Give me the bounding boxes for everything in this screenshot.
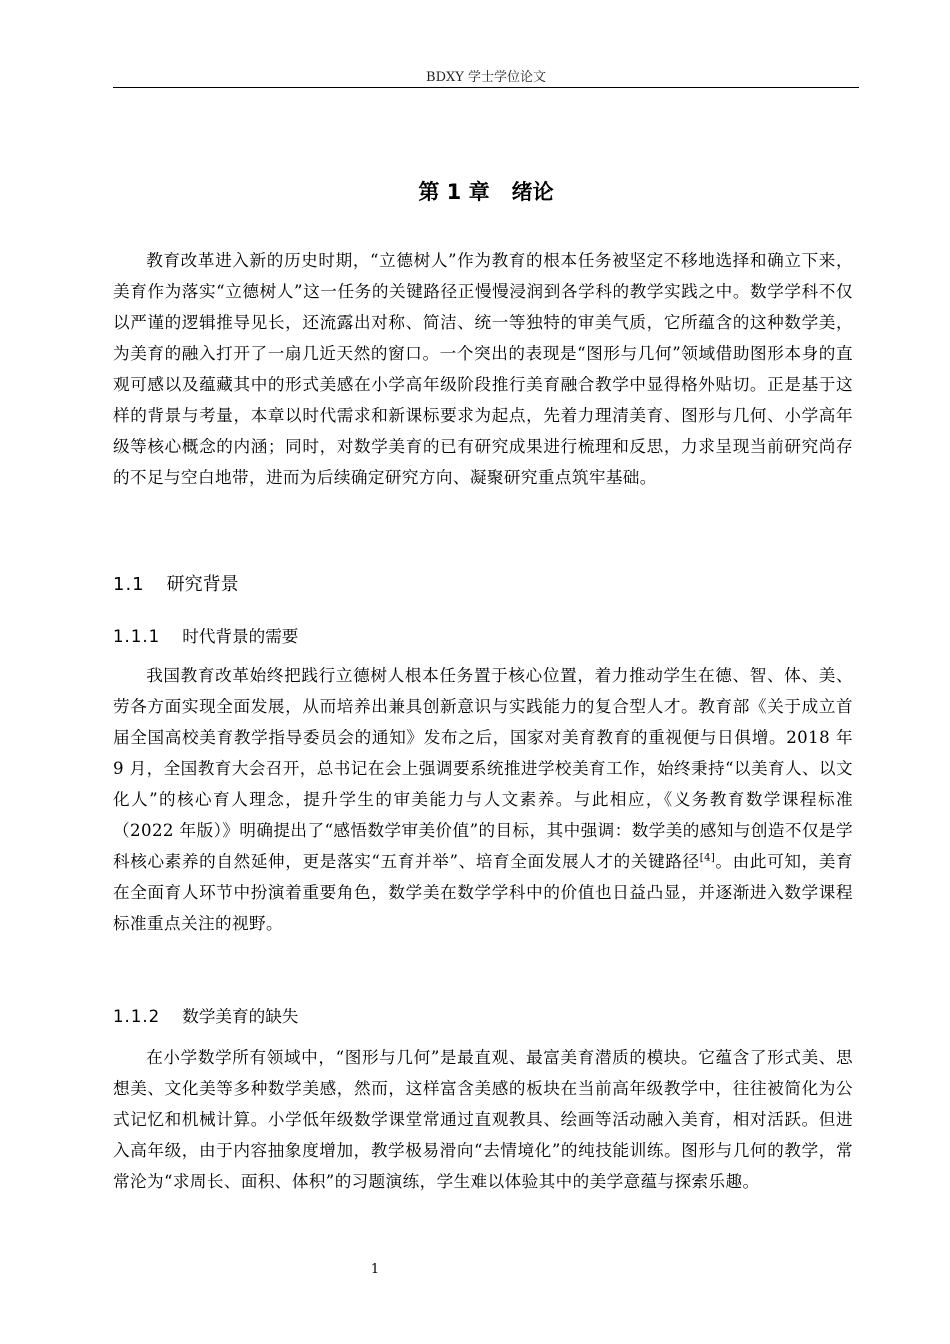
chapter-number: 第 1 章: [418, 180, 490, 204]
subsection-number: 1.1.2: [113, 1007, 161, 1026]
subsection-number: 1.1.1: [113, 627, 161, 646]
chapter-heading: [113, 177, 859, 207]
page-number: 1: [370, 1262, 380, 1277]
header-rule: [113, 87, 859, 88]
subsection-title: 时代背景的需要: [182, 627, 299, 646]
paragraph-1-1-2: 在小学数学所有领域中，“图形与几何”是最直观、最富美育潜质的模块。它蕴含了形式美、思想美、文化美等多种数学美感，然而，这样富含美感的板块在当前高年级教学中，往往被简化为公式记忆和机械计算。小学低年级数学课堂常通过直观教具、绘画等活动融入美育，相对活跃。但进入高年级，由于内容抽象度增加，教学极易滑向“去情境化”的纯技能训练。图形与几何的教学，常常沦为“求周长、面积、体积”的习题演练，学生难以体验其中的美学意蕴与探索乐趣。: [113, 1048, 853, 1191]
subsection-heading-1-1-2: [113, 1004, 298, 1030]
citation-reference[interactable]: [4]: [699, 852, 716, 864]
section-title: 研究背景: [166, 574, 239, 595]
section-heading-1-1: [113, 572, 239, 598]
intro-paragraph: 教育改革进入新的历史时期，“立德树人”作为教育的根本任务被坚定不移地选择和确立下来，美育作为落实“立德树人”这一任务的关键路径正慢慢浸润到各学科的教学实践之中。数学学科不仅以严谨的逻辑推导见长，还流露出对称、简洁、统一等独特的审美气质，它所蕴含的这种数学美，为美育的融入打开了一扇几近天然的窗口。一个突出的表现是“图形与几何”领域借助图形本身的直观可感以及蕴藏其中的形式美感在小学高年级阶段推行美育融合教学中显得格外贴切。正是基于这样的背景与考量，本章以时代需求和新课标要求为起点，先着力理清美育、图形与几何、小学高年级等核心概念的内涵；同时，对数学美育的已有研究成果进行梳理和反思，力求呈现当前研究尚存的不足与空白地带，进而为后续确定研究方向、凝聚研究重点筑牢基础。: [113, 251, 853, 487]
subsection-heading-1-1-1: [113, 624, 298, 650]
section-number: 1.1: [113, 574, 145, 595]
subsection-title: 数学美育的缺失: [182, 1007, 299, 1026]
chapter-title: 绪论: [511, 180, 554, 204]
paragraph-1-1-1: [113, 660, 853, 939]
paragraph-text-tail: 。由此可知，美育在全面育人环节中扮演着重要角色，数学美在数学学科中的价值也日益凸显，并逐渐进入数学课程标准重点关注的视野。: [113, 852, 854, 933]
paragraph-text: 我国教育改革始终把践行立德树人根本任务置于核心位置，着力推动学生在德、智、体、美、劳各方面实现全面发展，从而培养出兼具创新意识与实践能力的复合型人才。教育部《关于成立首届全国高校美育教学指导委员会的通知》发布之后，国家对美育教育的重视便与日俱增。2018 年 9 月，全国教育大会召开，总书记在会上强调要系统推进学校美育工作，始终秉持“以美育人、以文化人”的核心育人理念，提升学生的审美能力与人文素养。与此相应，《义务教育数学课程标准（2022 年版）》明确提出了“感悟数学审美价值”的目标，其中强调：数学美的感知与创造不仅是学科核心素养的自然延伸，更是落实“五育并举”、培育全面发展人才的关键路径: [113, 666, 853, 871]
running-header: BDXY 学士学位论文: [426, 70, 546, 85]
